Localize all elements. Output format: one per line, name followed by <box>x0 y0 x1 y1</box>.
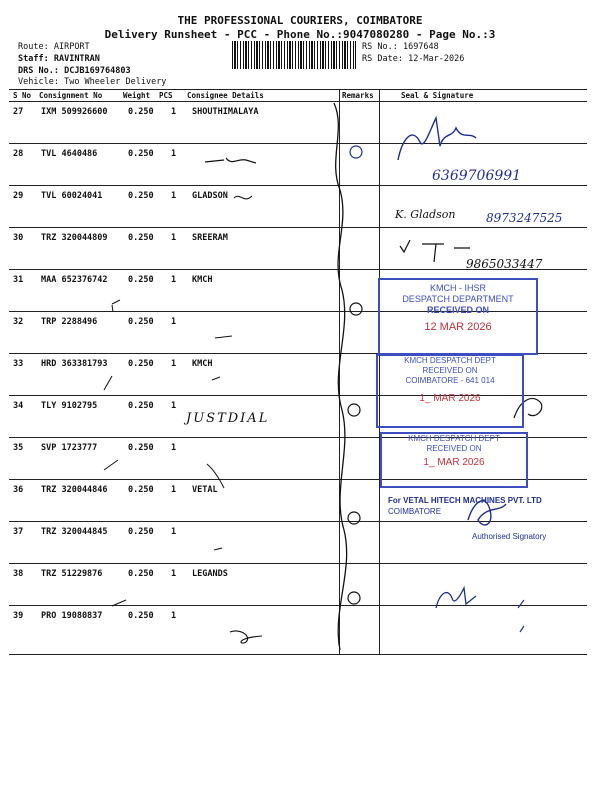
row-consignment: IXM 509926600 <box>41 107 108 117</box>
row-pcs: 1 <box>171 611 177 621</box>
staff-line <box>18 54 100 64</box>
kmch-despatch-stamp-2 <box>380 432 528 488</box>
row-pcs: 1 <box>171 149 177 159</box>
drs-value: DCJB169764803 <box>64 66 131 76</box>
stamp-line: KMCH DESPATCH DEPT <box>404 356 496 365</box>
rs-no-label: RS No.: <box>362 42 398 52</box>
phone-1-handwritten: 6369706991 <box>432 168 522 184</box>
route-line <box>18 42 90 52</box>
stamp-line: RECEIVED ON <box>426 444 482 453</box>
vehicle-line <box>18 77 166 87</box>
vehicle-value: Two Wheeler Delivery <box>64 77 167 87</box>
row-consignee: KMCH <box>192 275 213 285</box>
row-sno: 32 <box>13 317 24 327</box>
row-weight: 0.250 <box>128 569 154 579</box>
row-sno: 36 <box>13 485 24 495</box>
row-consignee: KMCH <box>192 359 213 369</box>
row-weight: 0.250 <box>128 191 154 201</box>
row-consignee: LEGANDS <box>192 569 228 579</box>
runsheet-title: Delivery Runsheet - PCC - Phone No.:9047080280 - Page No.:3 <box>104 28 496 41</box>
row-consignment: TRZ 320044809 <box>41 233 108 243</box>
rs-date-value: 12-Mar-2026 <box>408 54 465 64</box>
header-consignment: Consignment No <box>39 91 103 100</box>
drs-line <box>18 66 131 76</box>
rs-date-line <box>362 54 464 64</box>
table-row <box>9 605 587 647</box>
row-sno: 37 <box>13 527 24 537</box>
stamp-line: RECEIVED ON <box>426 305 489 315</box>
staff-value: RAVINTRAN <box>53 54 100 64</box>
kmch-received-stamp <box>378 278 538 355</box>
row-weight: 0.250 <box>128 317 154 327</box>
row-sno: 30 <box>13 233 24 243</box>
drs-label: DRS No.: <box>18 66 59 76</box>
row-weight: 0.250 <box>128 359 154 369</box>
phone-2-handwritten: 8973247525 <box>486 211 563 225</box>
row-sno: 35 <box>13 443 24 453</box>
row-sno: 38 <box>13 569 24 579</box>
phone-3-handwritten: 9865033447 <box>466 257 543 271</box>
row-sno: 33 <box>13 359 24 369</box>
route-value: AIRPORT <box>53 42 90 52</box>
justdial-handwritten: JUSTDIAL <box>186 411 270 426</box>
stamp-line: COIMBATORE - 641 014 <box>405 376 495 385</box>
row-pcs: 1 <box>171 191 177 201</box>
row-weight: 0.250 <box>128 107 154 117</box>
vetal-stamp-signatory: Authorised Signatory <box>472 532 547 541</box>
header-weight: Weight <box>123 91 151 100</box>
row-sno: 28 <box>13 149 24 159</box>
barcode <box>232 41 356 69</box>
row-consignment: TRZ 51229876 <box>41 569 103 579</box>
header-consignee: Consignee Details <box>187 91 264 100</box>
stamp-date: 1_ MAR 2026 <box>419 393 481 404</box>
table-row <box>9 143 587 185</box>
row-sno: 31 <box>13 275 24 285</box>
row-pcs: 1 <box>171 569 177 579</box>
row-pcs: 1 <box>171 485 177 495</box>
stamp-date: 1_ MAR 2026 <box>423 457 485 468</box>
row-weight: 0.250 <box>128 611 154 621</box>
header-pcs: PCS <box>159 91 173 100</box>
row-consignment: TVL 60024041 <box>41 191 103 201</box>
row-pcs: 1 <box>171 233 177 243</box>
row-consignment: HRD 363381793 <box>41 359 108 369</box>
vetal-stamp-city: COIMBATORE <box>388 507 442 516</box>
row-weight: 0.250 <box>128 149 154 159</box>
row-pcs: 1 <box>171 401 177 411</box>
row-consignment: TLY 9102795 <box>41 401 98 411</box>
row-consignee: SREERAM <box>192 233 228 243</box>
row-consignment: SVP 1723777 <box>41 443 98 453</box>
kmch-despatch-stamp <box>376 354 524 428</box>
row-sno: 34 <box>13 401 24 411</box>
row-consignment: TRP 2288496 <box>41 317 98 327</box>
row-pcs: 1 <box>171 275 177 285</box>
gladson-signature: K. Gladson <box>395 208 456 221</box>
row-consignment: MAA 652376742 <box>41 275 108 285</box>
row-sno: 27 <box>13 107 24 117</box>
stamp-date: 12 MAR 2026 <box>424 321 492 333</box>
rs-date-label: RS Date: <box>362 54 403 64</box>
row-weight: 0.250 <box>128 485 154 495</box>
row-pcs: 1 <box>171 317 177 327</box>
table-row <box>9 227 587 269</box>
row-consignment: TRZ 320044846 <box>41 485 108 495</box>
row-weight: 0.250 <box>128 275 154 285</box>
table-row <box>9 101 587 143</box>
row-weight: 0.250 <box>128 443 154 453</box>
vetal-company-stamp <box>388 496 584 556</box>
stamp-line: DESPATCH DEPARTMENT <box>402 294 514 304</box>
rs-no-line <box>362 42 439 52</box>
row-pcs: 1 <box>171 527 177 537</box>
vehicle-label: Vehicle: <box>18 77 59 87</box>
row-sno: 39 <box>13 611 24 621</box>
table-row <box>9 563 587 605</box>
table-row <box>9 185 587 227</box>
row-consignee: VETAL <box>192 485 218 495</box>
row-weight: 0.250 <box>128 233 154 243</box>
row-consignment: TVL 4640486 <box>41 149 98 159</box>
stamp-line: KMCH DESPATCH DEPT <box>408 434 500 443</box>
vetal-stamp-name: For VETAL HITECH MACHINES PVT. LTD <box>388 496 542 505</box>
route-label: Route: <box>18 42 49 52</box>
row-pcs: 1 <box>171 107 177 117</box>
row-pcs: 1 <box>171 443 177 453</box>
row-consignee: SHOUTHIMALAYA <box>192 107 259 117</box>
row-consignment: TRZ 320044845 <box>41 527 108 537</box>
row-weight: 0.250 <box>128 527 154 537</box>
header-sno: S No <box>13 91 32 100</box>
header-remarks: Remarks <box>342 91 374 100</box>
row-consignment: PRO 19080837 <box>41 611 103 621</box>
row-sno: 29 <box>13 191 24 201</box>
company-title: THE PROFESSIONAL COURIERS, COIMBATORE <box>177 14 423 27</box>
row-weight: 0.250 <box>128 401 154 411</box>
stamp-line: KMCH - IHSR <box>430 283 486 293</box>
stamp-line: RECEIVED ON <box>422 366 478 375</box>
row-consignee: GLADSON <box>192 191 228 201</box>
row-pcs: 1 <box>171 359 177 369</box>
header-seal: Seal & Signature <box>401 91 474 100</box>
rs-no-value: 1697648 <box>402 42 439 52</box>
staff-label: Staff: <box>18 54 49 64</box>
